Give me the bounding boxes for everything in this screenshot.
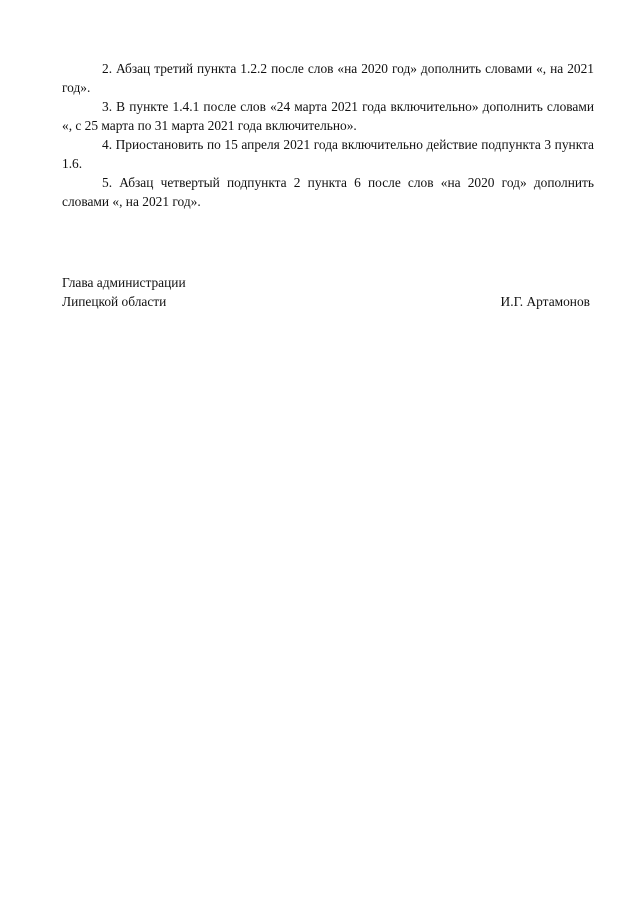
paragraph-item-4: 4. Приостановить по 15 апреля 2021 года включительно действие подпункта 3 пункта 1.6. bbox=[62, 137, 594, 171]
paragraph-item-2: 2. Абзац третий пункта 1.2.2 после слов «на 2020 год» дополнить словами «, на 2021 год». bbox=[62, 61, 594, 95]
paragraph-item-5: 5. Абзац четвертый подпункта 2 пункта 6 после слов «на 2020 год» дополнить словами «, на 2021 год». bbox=[62, 175, 594, 209]
document-body bbox=[62, 59, 594, 211]
signature-title-line1: Глава администрации bbox=[62, 275, 186, 290]
signature-row bbox=[62, 292, 594, 311]
signature-title-line2: Липецкой области bbox=[62, 294, 167, 309]
signature-block bbox=[62, 273, 594, 311]
signatory-name: И.Г. Артамонов bbox=[500, 294, 590, 309]
paragraph-item-3: 3. В пункте 1.4.1 после слов «24 марта 2021 года включительно» дополнить словами «, с 25 марта по 31 марта 2021 года включительно». bbox=[62, 99, 594, 133]
